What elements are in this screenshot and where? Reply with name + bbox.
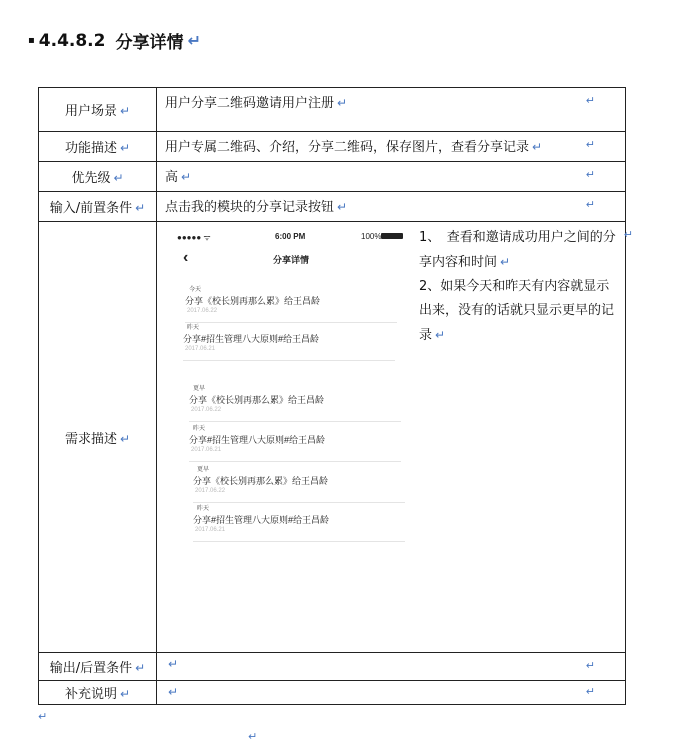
return-mark-icon: ↵ xyxy=(337,200,348,214)
return-mark-icon: ↵ xyxy=(532,140,543,154)
cell-end-icon: ↵ xyxy=(623,228,633,241)
return-mark-icon: ↵ xyxy=(168,657,179,671)
cell-end-icon: ↵ xyxy=(585,138,595,151)
battery-icon xyxy=(381,233,403,239)
heading-number: 4.4.8.2 xyxy=(38,30,106,51)
cell-end-icon: ↵ xyxy=(585,685,595,698)
label-cell xyxy=(39,88,157,132)
label-cell xyxy=(39,653,157,681)
note-1 xyxy=(419,226,619,275)
label-cell xyxy=(39,132,157,162)
row-requirement xyxy=(39,222,626,653)
row-priority xyxy=(39,162,626,192)
priority-value: 高 xyxy=(165,170,179,185)
paragraph-mark-icon: ↵ xyxy=(248,730,258,743)
record-day: 昨天 xyxy=(187,325,200,331)
list-item[interactable] xyxy=(193,503,405,542)
label-cell xyxy=(39,222,157,653)
record-date: 2017.06.21 xyxy=(185,346,216,352)
nav-bar xyxy=(171,248,411,270)
record-date: 2017.06.22 xyxy=(195,488,226,494)
nav-title: 分享详情 xyxy=(272,255,309,265)
return-mark-icon: ↵ xyxy=(135,201,146,215)
record-text: 分享#招生管理八大原则#给王昌龄 xyxy=(193,515,330,525)
list-item[interactable] xyxy=(189,383,401,422)
spec-table xyxy=(38,87,633,705)
record-day: 更早 xyxy=(193,386,206,392)
record-text: 分享《校长别再那么累》给王昌龄 xyxy=(185,296,321,306)
note-2-text: 2、如果今天和昨天有内容就显示出来，没有的话就只显示更早的记录 xyxy=(419,279,615,343)
list-item[interactable] xyxy=(189,423,401,462)
return-mark-icon: ↵ xyxy=(119,687,131,701)
row-scene xyxy=(39,88,626,132)
record-text: 分享《校长别再那么累》给王昌龄 xyxy=(189,395,325,405)
heading-title: 分享详情 xyxy=(115,33,184,53)
return-mark-icon: ↵ xyxy=(113,171,124,185)
cell-end-icon: ↵ xyxy=(585,659,595,672)
record-day: 今天 xyxy=(189,287,202,293)
record-day: 更早 xyxy=(197,467,210,473)
requirement-content xyxy=(157,222,633,652)
label-cell xyxy=(39,192,157,222)
value-cell xyxy=(157,162,626,192)
phone-mockup xyxy=(171,230,411,548)
return-mark-icon: ↵ xyxy=(119,141,131,155)
return-mark-icon: ↵ xyxy=(119,431,131,446)
list-item[interactable] xyxy=(185,284,397,323)
note-2 xyxy=(419,275,619,348)
function-label: 功能描述 xyxy=(64,141,117,156)
cell-end-icon: ↵ xyxy=(585,198,595,211)
priority-label: 优先级 xyxy=(71,171,111,186)
value-cell xyxy=(157,192,626,222)
requirement-notes xyxy=(419,226,619,348)
battery-text: 100% xyxy=(361,232,382,241)
return-mark-icon: ↵ xyxy=(500,255,511,269)
signal-icon: ●●●●● ᯤ xyxy=(177,233,211,242)
input-value: 点击我的模块的分享记录按钮 xyxy=(165,200,335,215)
record-text: 分享#招生管理八大原则#给王昌龄 xyxy=(183,334,320,344)
label-cell xyxy=(39,162,157,192)
supplement-label: 补充说明 xyxy=(64,687,117,702)
value-cell xyxy=(157,653,626,681)
back-icon[interactable]: ‹ xyxy=(183,249,189,266)
value-cell xyxy=(157,88,626,132)
note-1-text: 1、 查看和邀请成功用户之间的分享内容和时间 xyxy=(419,230,616,270)
record-day: 昨天 xyxy=(197,506,210,512)
row-input xyxy=(39,192,626,222)
row-function xyxy=(39,132,626,162)
return-mark-icon: ↵ xyxy=(435,328,446,342)
return-mark-icon: ↵ xyxy=(168,685,179,699)
record-date: 2017.06.21 xyxy=(191,447,222,453)
return-mark-icon: ↵ xyxy=(187,31,201,50)
return-mark-icon: ↵ xyxy=(337,96,348,110)
value-cell xyxy=(157,132,626,162)
value-cell xyxy=(157,681,626,705)
heading-bullet: ▪ xyxy=(28,35,35,46)
list-item[interactable] xyxy=(183,322,395,361)
return-mark-icon: ↵ xyxy=(135,661,146,675)
record-day: 昨天 xyxy=(193,426,206,432)
row-output xyxy=(39,653,626,681)
cell-end-icon: ↵ xyxy=(585,94,595,107)
record-date: 2017.06.21 xyxy=(195,527,226,533)
requirement-label: 需求描述 xyxy=(64,431,117,447)
record-text: 分享《校长别再那么累》给王昌龄 xyxy=(193,476,329,486)
record-date: 2017.06.22 xyxy=(191,407,222,413)
paragraph-mark-icon: ↵ xyxy=(38,710,48,723)
status-bar xyxy=(171,230,411,244)
list-item[interactable] xyxy=(193,464,405,503)
section-heading xyxy=(28,28,201,53)
function-value: 用户专属二维码、介绍，分享二维码，保存图片，查看分享记录 xyxy=(165,140,530,155)
requirement-cell xyxy=(157,222,633,653)
return-mark-icon: ↵ xyxy=(119,104,131,118)
cell-end-icon: ↵ xyxy=(585,168,595,181)
record-date: 2017.06.22 xyxy=(187,308,218,314)
return-mark-icon: ↵ xyxy=(181,170,192,184)
scene-value: 用户分享二维码邀请用户注册 xyxy=(165,96,335,111)
label-cell xyxy=(39,681,157,705)
status-time: 6:00 PM xyxy=(275,232,306,241)
record-text: 分享#招生管理八大原则#给王昌龄 xyxy=(189,435,326,445)
scene-label: 用户场景 xyxy=(64,104,117,119)
output-label: 输出/后置条件 xyxy=(49,661,133,676)
row-supplement xyxy=(39,681,626,705)
input-label: 输入/前置条件 xyxy=(49,201,133,216)
